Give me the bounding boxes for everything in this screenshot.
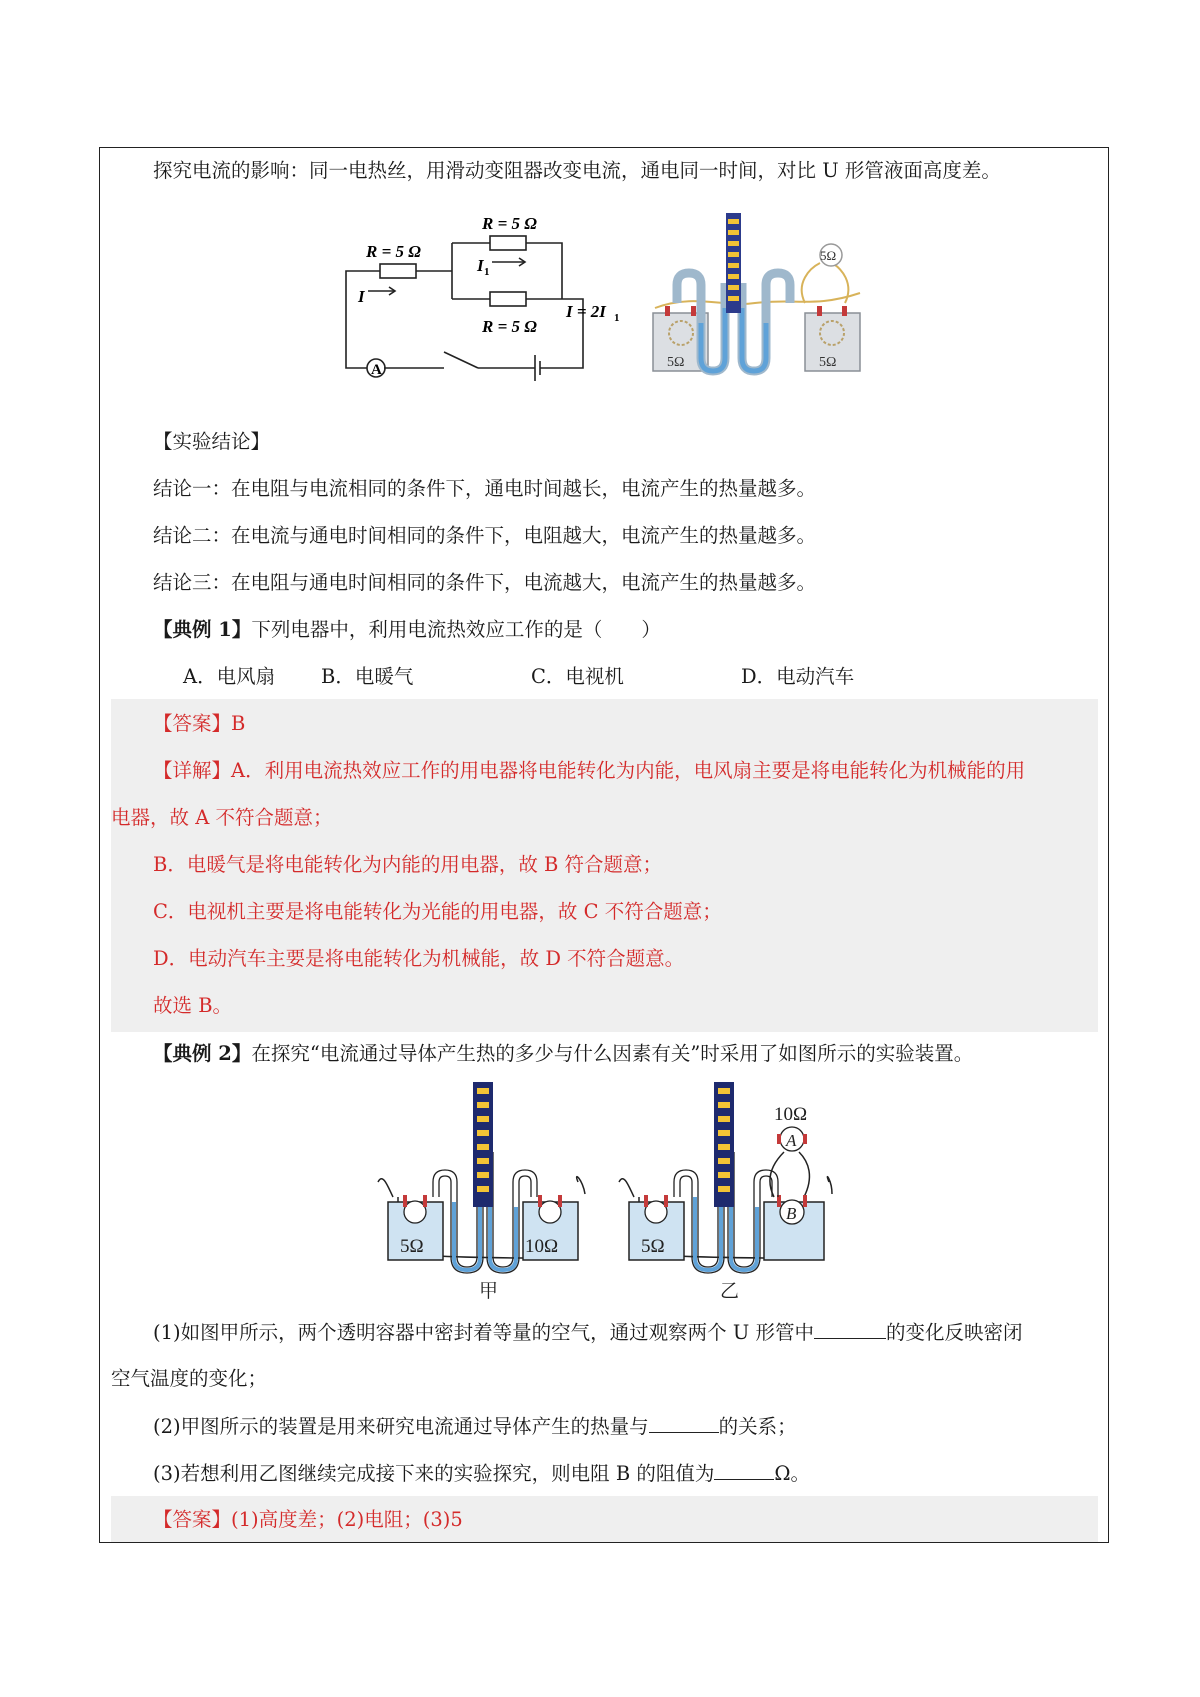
example1-option-a: A．电风扇 bbox=[183, 665, 276, 688]
circuit-r-left: R = 5 Ω bbox=[366, 242, 421, 261]
circuit-diagram bbox=[340, 214, 620, 385]
yi-caption: 乙 bbox=[720, 1281, 740, 1302]
yi-b: B bbox=[786, 1204, 797, 1223]
figure-yi bbox=[614, 1082, 844, 1302]
example2-q1a: (1)如图甲所示，两个透明容器中密封着等量的空气，通过观察两个 U 形管中 bbox=[153, 1321, 814, 1344]
example2-question: 在探究“电流通过导体产生热的多少与什么因素有关”时采用了如图所示的实验装置。 bbox=[251, 1042, 974, 1065]
example1-detail-a2: 电器，故 A 不符合题意； bbox=[111, 806, 333, 829]
circuit-i: I bbox=[358, 287, 365, 306]
example1-question-line bbox=[153, 616, 661, 644]
apparatus1-left-r: 5Ω bbox=[667, 355, 685, 370]
circuit-i1-sub: 1 bbox=[484, 266, 490, 278]
example1-choose: 故选 B。 bbox=[153, 994, 233, 1017]
example2-q3a: (3)若想利用乙图继续完成接下来的实验探究，则电阻 B 的阻值为 bbox=[153, 1462, 715, 1485]
example2-q1-blank bbox=[814, 1318, 886, 1339]
conclusion-3: 结论三：在电阻与通电时间相同的条件下，电流越大，电流产生的热量越多。 bbox=[153, 571, 817, 594]
example1-detail-a1: A．利用电流热效应工作的用电器将电能转化为内能，电风扇主要是将电能转化为机械能的用 bbox=[231, 759, 1026, 782]
apparatus-figure-1 bbox=[635, 213, 880, 393]
conclusion-2: 结论二：在电流与通电时间相同的条件下，电阻越大，电流产生的热量越多。 bbox=[153, 524, 817, 547]
example2-q3-line bbox=[153, 1459, 810, 1488]
conclusion-heading: 【实验结论】 bbox=[153, 430, 271, 453]
apparatus1-coil-r: 5Ω bbox=[820, 248, 837, 263]
example2-question-line bbox=[153, 1040, 973, 1068]
example1-answer: B bbox=[231, 712, 246, 735]
yi-a: A bbox=[786, 1131, 797, 1150]
example2-q2-blank bbox=[649, 1412, 719, 1433]
example1-label: 【典例 1】 bbox=[153, 618, 252, 641]
example2-label: 【典例 2】 bbox=[153, 1042, 252, 1065]
example1-answer-label: 【答案】 bbox=[153, 712, 232, 735]
example1-answer-line bbox=[153, 710, 245, 738]
example2-q2-line bbox=[153, 1412, 797, 1441]
example1-detail-c: C．电视机主要是将电能转化为光能的用电器，故 C 不符合题意； bbox=[153, 900, 722, 923]
circuit-ammeter: A bbox=[371, 362, 382, 378]
circuit-i2-sub: 1 bbox=[614, 312, 620, 324]
example2-q1b: 的变化反映密闭 bbox=[885, 1321, 1023, 1344]
example2-answer-line bbox=[153, 1506, 463, 1534]
jia-caption: 甲 bbox=[479, 1281, 499, 1302]
example1-detail-line bbox=[153, 757, 1025, 785]
example1-option-b: B．电暖气 bbox=[321, 665, 414, 688]
circuit-r-bottom: R = 5 Ω bbox=[482, 317, 537, 336]
intro-text: 探究电流的影响：同一电热丝，用滑动变阻器改变电流，通电同一时间，对比 U 形管液面高度差。 bbox=[153, 159, 1001, 182]
example2-answer: (1)高度差；(2)电阻；(3)5 bbox=[231, 1508, 463, 1531]
yi-left-r: 5Ω bbox=[641, 1236, 665, 1257]
apparatus1-right-r: 5Ω bbox=[819, 355, 837, 370]
jia-right-r: 10Ω bbox=[525, 1236, 559, 1257]
example1-option-d: D．电动汽车 bbox=[741, 665, 855, 688]
circuit-i2: I = 2I bbox=[566, 302, 606, 321]
example2-q3-blank bbox=[714, 1459, 774, 1480]
example1-option-c: C．电视机 bbox=[531, 665, 624, 688]
circuit-r-top: R = 5 Ω bbox=[482, 214, 537, 233]
figure-jia bbox=[373, 1082, 603, 1302]
conclusion-1: 结论一：在电阻与电流相同的条件下，通电时间越长，电流产生的热量越多。 bbox=[153, 477, 817, 500]
circuit-i1: I bbox=[477, 256, 484, 275]
jia-left-r: 5Ω bbox=[400, 1236, 424, 1257]
example1-question: 下列电器中，利用电流热效应工作的是（ ） bbox=[251, 618, 661, 641]
example1-detail-label: 【详解】 bbox=[153, 759, 232, 782]
example2-q1-line bbox=[153, 1318, 1022, 1347]
example2-q3b: Ω。 bbox=[774, 1462, 811, 1485]
example2-q1c: 空气温度的变化； bbox=[111, 1367, 268, 1390]
example2-q2b: 的关系； bbox=[718, 1415, 797, 1438]
example1-detail-d: D．电动汽车主要是将电能转化为机械能，故 D 不符合题意。 bbox=[153, 947, 685, 970]
example2-q2a: (2)甲图所示的装置是用来研究电流通过导体产生的热量与 bbox=[153, 1415, 649, 1438]
example2-answer-label: 【答案】 bbox=[153, 1508, 232, 1531]
yi-top-r: 10Ω bbox=[774, 1104, 808, 1125]
example1-detail-b: B．电暖气是将电能转化为内能的用电器，故 B 符合题意； bbox=[153, 853, 663, 876]
